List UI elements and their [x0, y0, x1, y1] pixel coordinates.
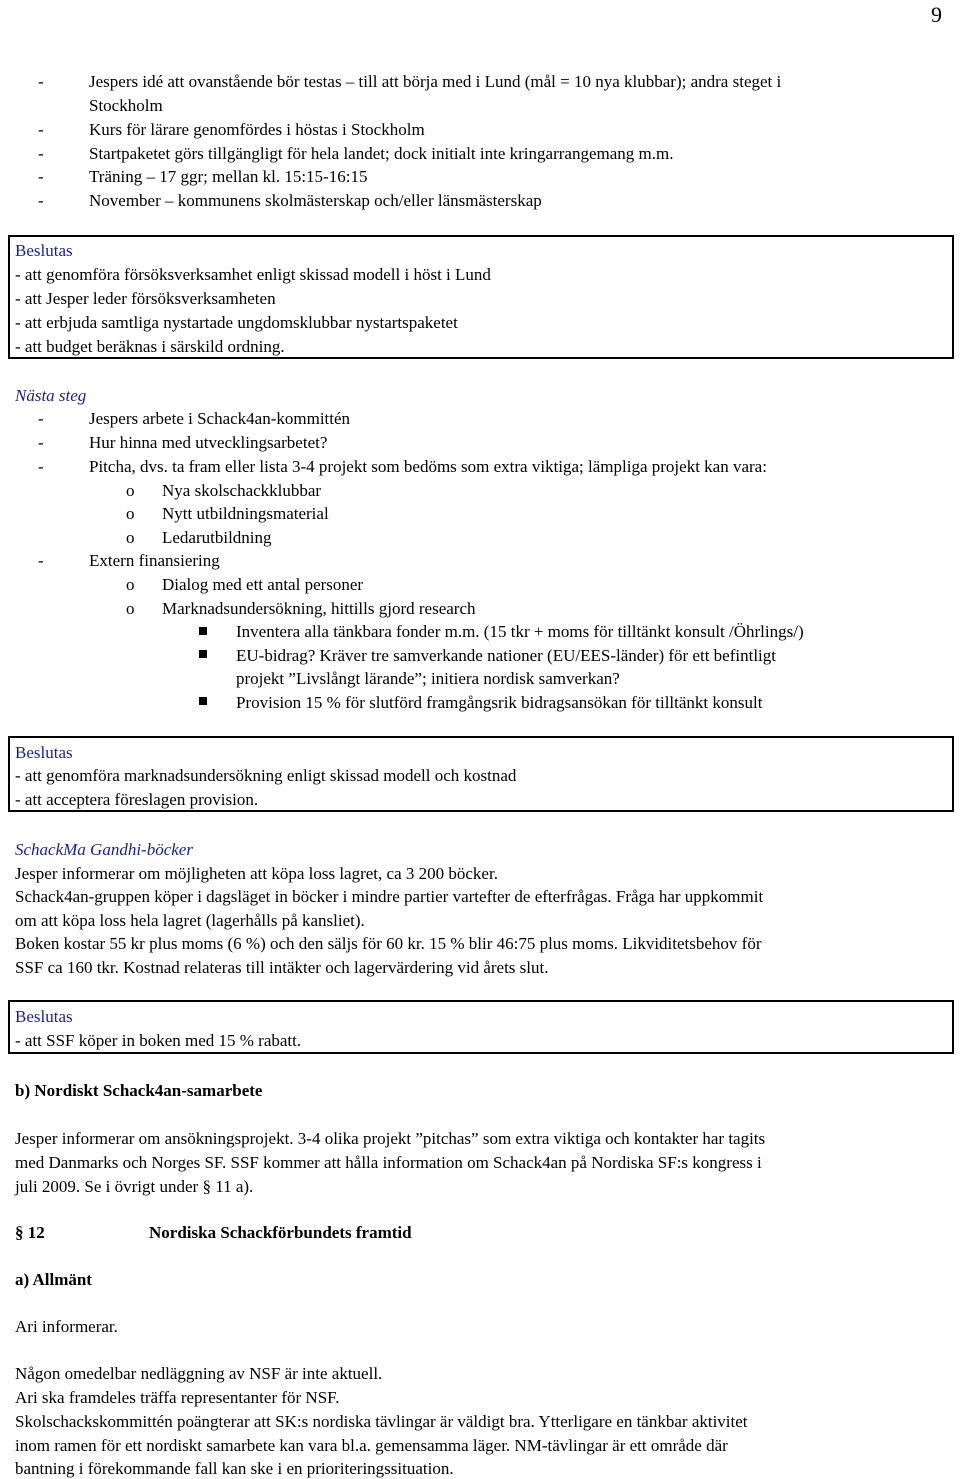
paragraph-line: Jesper informerar om möjligheten att köpa loss lagret, ca 3 200 böcker. [15, 864, 498, 883]
list-dash: - [38, 409, 44, 428]
bullet-item: EU-bidrag? Kräver tre samverkande nationer (EU/EES-länder) för ett befintligt [236, 646, 776, 665]
sub-item: Nytt utbildningsmaterial [162, 504, 329, 523]
decision-line: - att genomföra marknadsundersökning enligt skissad modell och kostnad [15, 766, 517, 785]
paragraph-line: inom ramen för ett nordiskt samarbete kan vara bl.a. gemensamma läger. NM-tävlingar är ett område där [15, 1436, 728, 1455]
list-dash: - [38, 167, 44, 186]
decision-line: - att genomföra försöksverksamhet enligt skissad modell i höst i Lund [15, 265, 491, 284]
subsection-heading: b) Nordiskt Schack4an-samarbete [15, 1081, 263, 1100]
bullet-item: Inventera alla tänkbara fonder m.m. (15 tkr + moms för tilltänkt konsult /Öhrlings/) [236, 622, 804, 641]
sub-item: Ledarutbildning [162, 528, 272, 547]
sub-marker: o [126, 528, 135, 547]
paragraph-line: Någon omedelbar nedläggning av NSF är inte aktuell. [15, 1364, 383, 1383]
paragraph-line: Ari informerar. [15, 1317, 118, 1336]
square-bullet-icon [199, 650, 207, 658]
list-item: Hur hinna med utvecklingsarbetet? [89, 433, 328, 452]
sub-item: Marknadsundersökning, hittills gjord research [162, 599, 476, 618]
paragraph-line: om att köpa loss hela lagret (lagerhålls på kansliet). [15, 911, 365, 930]
paragraph-line: Ari ska framdeles träffa representanter för NSF. [15, 1388, 340, 1407]
list-dash: - [38, 457, 44, 476]
decision-line: - att erbjuda samtliga nystartade ungdomsklubbar nystartspaketet [15, 313, 458, 332]
list-dash: - [38, 191, 44, 210]
list-item: Jespers arbete i Schack4an-kommittén [89, 409, 351, 428]
sub-item: Nya skolschackklubbar [162, 481, 322, 500]
paragraph-line: juli 2009. Se i övrigt under § 11 a). [15, 1177, 254, 1196]
paragraph-line: bantning i förekommande fall kan ske i en prioriteringssituation. [15, 1459, 454, 1478]
list-dash: - [38, 144, 44, 163]
list-item: November – kommunens skolmästerskap och/eller länsmästerskap [89, 191, 542, 210]
sub-marker: o [126, 504, 135, 523]
sub-marker: o [126, 599, 135, 618]
gandhi-heading: SchackMa Gandhi-böcker [15, 840, 193, 859]
list-dash: - [38, 72, 44, 91]
section-title: Nordiska Schackförbundets framtid [149, 1223, 412, 1242]
paragraph-line: Jesper informerar om ansökningsprojekt. 3-4 olika projekt ”pitchas” som extra viktiga och kontakter har tagits [15, 1129, 766, 1148]
section-number: § 12 [15, 1223, 45, 1242]
decision-line: - att acceptera föreslagen provision. [15, 790, 259, 809]
sub-marker: o [126, 481, 135, 500]
list-item: Träning – 17 ggr; mellan kl. 15:15-16:15 [89, 167, 368, 186]
paragraph-line: Boken kostar 55 kr plus moms (6 %) och den säljs för 60 kr. 15 % blir 46:75 plus moms. Likviditetsbehov för [15, 934, 762, 953]
square-bullet-icon [199, 627, 207, 635]
list-dash: - [38, 120, 44, 139]
decision-heading: Beslutas [15, 743, 73, 762]
paragraph-line: SSF ca 160 tkr. Kostnad relateras till intäkter och lagervärdering vid årets slut. [15, 958, 549, 977]
subsection-heading: a) Allmänt [15, 1270, 92, 1289]
list-item: Startpaketet görs tillgängligt för hela landet; dock initialt inte kringarrangemang m.m. [89, 144, 674, 163]
bullet-item-continued: projekt ”Livslångt lärande”; initiera nordisk samverkan? [236, 669, 620, 688]
paragraph-line: Schack4an-gruppen köper i dagsläget in böcker i mindre partier vartefter de efterfrågas. Fråga har uppkommit [15, 887, 764, 906]
decision-heading: Beslutas [15, 1007, 73, 1026]
decision-heading: Beslutas [15, 241, 73, 260]
list-dash: - [38, 433, 44, 452]
sub-marker: o [126, 575, 135, 594]
bullet-item: Provision 15 % för slutförd framgångsrik bidragsansökan för tilltänkt konsult [236, 693, 763, 712]
list-item: Pitcha, dvs. ta fram eller lista 3-4 projekt som bedöms som extra viktiga; lämpliga projekt kan vara: [89, 457, 767, 476]
square-bullet-icon [199, 697, 207, 705]
list-item: Extern finansiering [89, 551, 220, 570]
decision-line: - att Jesper leder försöksverksamheten [15, 289, 276, 308]
sub-item: Dialog med ett antal personer [162, 575, 364, 594]
list-item: Kurs för lärare genomfördes i höstas i Stockholm [89, 120, 425, 139]
page-number: 9 [931, 2, 942, 27]
paragraph-line: med Danmarks och Norges SF. SSF kommer att hålla information om Schack4an på Nordiska SF:s kongress i [15, 1153, 762, 1172]
list-item: Jespers idé att ovanstående bör testas – till att börja med i Lund (mål = 10 nya klubbar); andra steget i [89, 72, 782, 91]
list-dash: - [38, 551, 44, 570]
paragraph-line: Skolschackskommittén poängterar att SK:s nordiska tävlingar är väldigt bra. Ytterligare en tänkbar aktivitet [15, 1412, 748, 1431]
decision-line: - att SSF köper in boken med 15 % rabatt. [15, 1031, 302, 1050]
next-steps-heading: Nästa steg [15, 386, 87, 405]
list-item-continued: Stockholm [89, 96, 163, 115]
decision-line: - att budget beräknas i särskild ordning. [15, 337, 285, 356]
